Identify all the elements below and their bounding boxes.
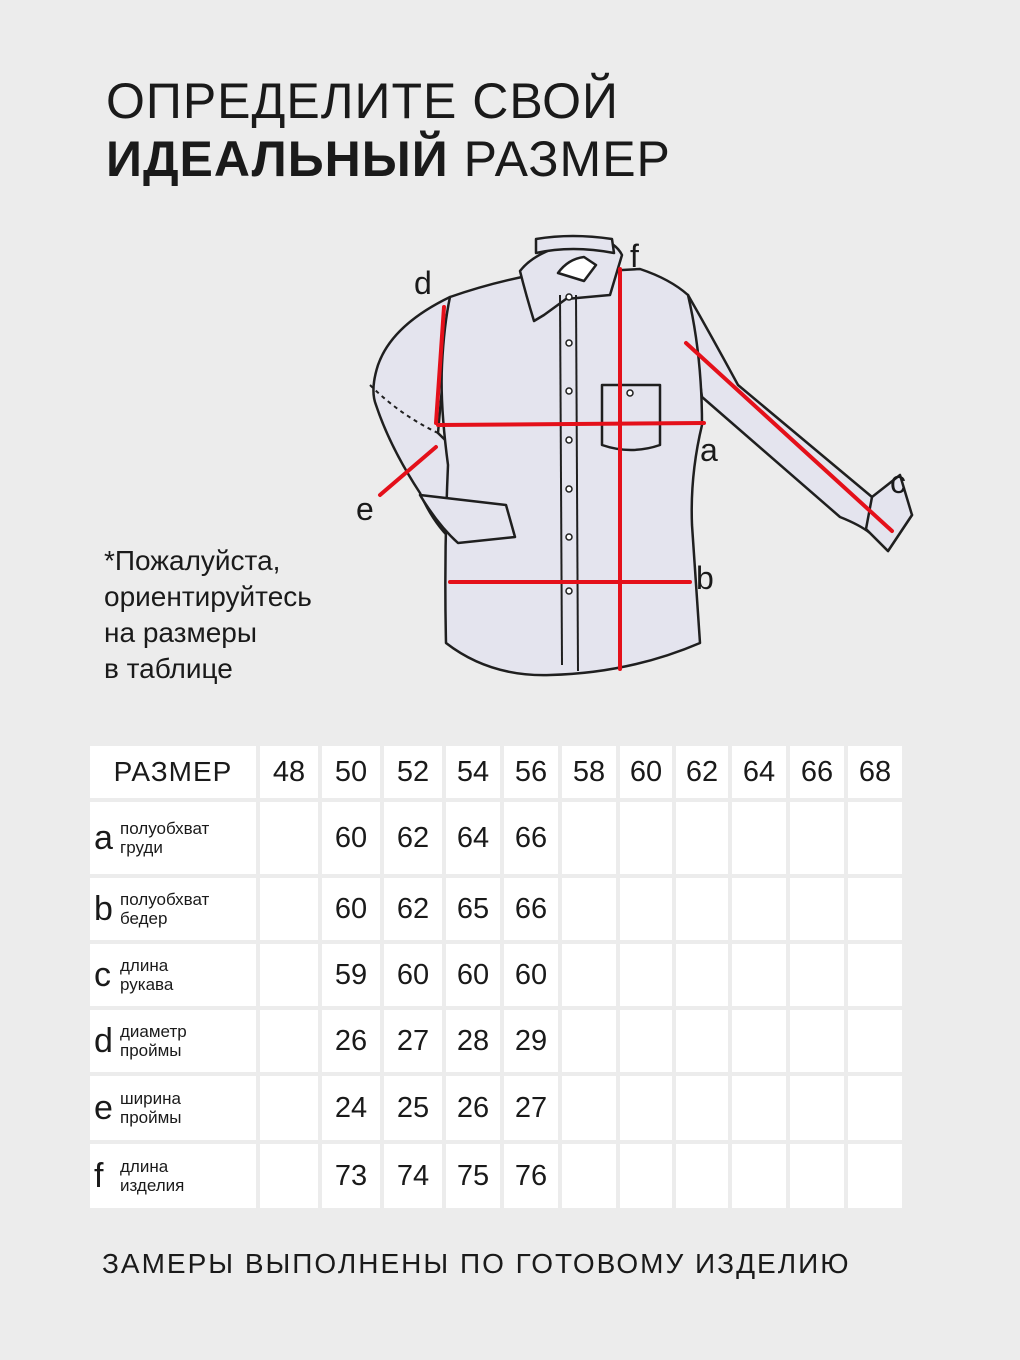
header-size: 54 — [446, 746, 500, 798]
header-size: 50 — [322, 746, 380, 798]
size-value-cell: 60 — [322, 802, 380, 874]
row-label — [90, 1144, 256, 1208]
size-table — [86, 742, 906, 1212]
header-size: 62 — [676, 746, 728, 798]
size-value-cell — [676, 1144, 728, 1208]
title-regular-word: РАЗМЕР — [463, 131, 671, 187]
table-row — [90, 1010, 902, 1072]
table-row — [90, 878, 902, 940]
size-value-cell — [562, 1010, 616, 1072]
size-value-cell: 60 — [446, 944, 500, 1006]
note-line: на размеры — [104, 617, 258, 648]
size-value-cell — [260, 944, 318, 1006]
size-value-cell — [848, 878, 902, 940]
row-desc-line: рукава — [120, 975, 174, 994]
size-value-cell: 66 — [504, 878, 558, 940]
size-value-cell: 27 — [504, 1076, 558, 1140]
size-value-cell — [620, 878, 672, 940]
size-value-cell: 64 — [446, 802, 500, 874]
size-value-cell: 24 — [322, 1076, 380, 1140]
row-description — [120, 1089, 182, 1127]
size-value-cell — [676, 1076, 728, 1140]
note-line: ориентируйтесь — [104, 581, 312, 612]
measure-line-a — [438, 423, 704, 425]
row-desc-line: полуобхват — [120, 819, 210, 838]
row-label — [90, 1076, 256, 1140]
row-desc-line: ширина — [120, 1089, 181, 1108]
size-value-cell: 60 — [504, 944, 558, 1006]
page-title — [106, 72, 671, 188]
header-size: 66 — [790, 746, 844, 798]
row-desc-line: бедер — [120, 909, 168, 928]
title-bold-word: ИДЕАЛЬНЫЙ — [106, 131, 449, 187]
size-value-cell — [620, 802, 672, 874]
row-description — [120, 1022, 187, 1060]
size-value-cell — [620, 1144, 672, 1208]
row-desc-line: проймы — [120, 1108, 182, 1127]
size-value-cell — [260, 1144, 318, 1208]
size-value-cell: 26 — [446, 1076, 500, 1140]
size-value-cell — [620, 1010, 672, 1072]
size-value-cell: 76 — [504, 1144, 558, 1208]
size-value-cell: 62 — [384, 802, 442, 874]
size-value-cell — [790, 878, 844, 940]
footer-note: ЗАМЕРЫ ВЫПОЛНЕНЫ ПО ГОТОВОМУ ИЗДЕЛИЮ — [102, 1248, 851, 1279]
row-label — [90, 802, 256, 874]
row-letter: d — [94, 1021, 113, 1060]
size-value-cell — [676, 802, 728, 874]
size-value-cell — [260, 802, 318, 874]
size-value-cell — [676, 1010, 728, 1072]
header-size: 64 — [732, 746, 786, 798]
size-value-cell: 62 — [384, 878, 442, 940]
title-line-1: ОПРЕДЕЛИТЕ СВОЙ — [106, 73, 619, 129]
table-row — [90, 1076, 902, 1140]
size-value-cell — [732, 944, 786, 1006]
size-value-cell: 74 — [384, 1144, 442, 1208]
row-letter: c — [94, 955, 111, 994]
size-value-cell — [620, 1076, 672, 1140]
table-row — [90, 944, 902, 1006]
size-value-cell — [732, 878, 786, 940]
shirt-diagram — [340, 225, 940, 695]
title-line-2 — [106, 130, 671, 188]
size-value-cell: 73 — [322, 1144, 380, 1208]
size-value-cell: 60 — [384, 944, 442, 1006]
size-value-cell — [260, 1010, 318, 1072]
header-size-label: РАЗМЕР — [90, 746, 256, 798]
size-value-cell: 75 — [446, 1144, 500, 1208]
shirt-outline — [373, 236, 912, 675]
size-value-cell: 28 — [446, 1010, 500, 1072]
row-desc-line: диаметр — [120, 1022, 187, 1041]
row-description — [120, 890, 209, 928]
label-c: c — [890, 464, 906, 500]
size-value-cell — [848, 1010, 902, 1072]
header-size: 60 — [620, 746, 672, 798]
row-label — [90, 944, 256, 1006]
row-letter: b — [94, 889, 113, 928]
size-value-cell — [790, 802, 844, 874]
row-desc-line: длина — [120, 956, 169, 975]
label-b: b — [696, 560, 714, 596]
size-value-cell — [848, 944, 902, 1006]
row-desc-line: проймы — [120, 1041, 182, 1060]
size-value-cell: 60 — [322, 878, 380, 940]
size-value-cell: 65 — [446, 878, 500, 940]
header-size: 68 — [848, 746, 902, 798]
size-value-cell — [848, 1076, 902, 1140]
table-header-row — [90, 746, 902, 798]
header-size: 56 — [504, 746, 558, 798]
size-value-cell: 59 — [322, 944, 380, 1006]
size-value-cell — [260, 878, 318, 940]
row-description — [120, 956, 173, 994]
size-value-cell — [562, 1076, 616, 1140]
row-letter: f — [94, 1156, 104, 1195]
row-letter: e — [94, 1088, 113, 1127]
size-value-cell — [562, 1144, 616, 1208]
size-value-cell: 29 — [504, 1010, 558, 1072]
size-value-cell: 66 — [504, 802, 558, 874]
size-value-cell — [676, 878, 728, 940]
row-letter: a — [94, 818, 113, 857]
size-value-cell — [620, 944, 672, 1006]
size-value-cell — [790, 1076, 844, 1140]
size-value-cell — [562, 944, 616, 1006]
label-e: e — [356, 491, 374, 527]
note-line: *Пожалуйста, — [104, 545, 281, 576]
note-line: в таблице — [104, 653, 233, 684]
header-size: 48 — [260, 746, 318, 798]
row-label — [90, 1010, 256, 1072]
table-row — [90, 802, 902, 874]
size-value-cell — [790, 1010, 844, 1072]
row-desc-line: полуобхват — [120, 890, 210, 909]
size-value-cell — [732, 1076, 786, 1140]
size-value-cell — [562, 878, 616, 940]
label-f: f — [630, 238, 639, 274]
size-value-cell — [562, 802, 616, 874]
label-d: d — [414, 265, 432, 301]
size-value-cell — [790, 944, 844, 1006]
row-desc-line: длина — [120, 1157, 169, 1176]
size-value-cell — [790, 1144, 844, 1208]
table-row — [90, 1144, 902, 1208]
size-value-cell — [676, 944, 728, 1006]
row-label — [90, 878, 256, 940]
size-value-cell: 27 — [384, 1010, 442, 1072]
size-value-cell — [848, 1144, 902, 1208]
size-value-cell: 26 — [322, 1010, 380, 1072]
size-value-cell: 25 — [384, 1076, 442, 1140]
row-desc-line: изделия — [120, 1176, 185, 1195]
size-value-cell — [260, 1076, 318, 1140]
size-note — [104, 543, 312, 687]
label-a: a — [700, 432, 718, 468]
row-description — [120, 1157, 184, 1195]
size-value-cell — [732, 802, 786, 874]
header-size: 58 — [562, 746, 616, 798]
size-value-cell — [848, 802, 902, 874]
row-desc-line: груди — [120, 838, 163, 857]
size-value-cell — [732, 1010, 786, 1072]
header-size: 52 — [384, 746, 442, 798]
size-value-cell — [732, 1144, 786, 1208]
row-description — [120, 819, 209, 857]
